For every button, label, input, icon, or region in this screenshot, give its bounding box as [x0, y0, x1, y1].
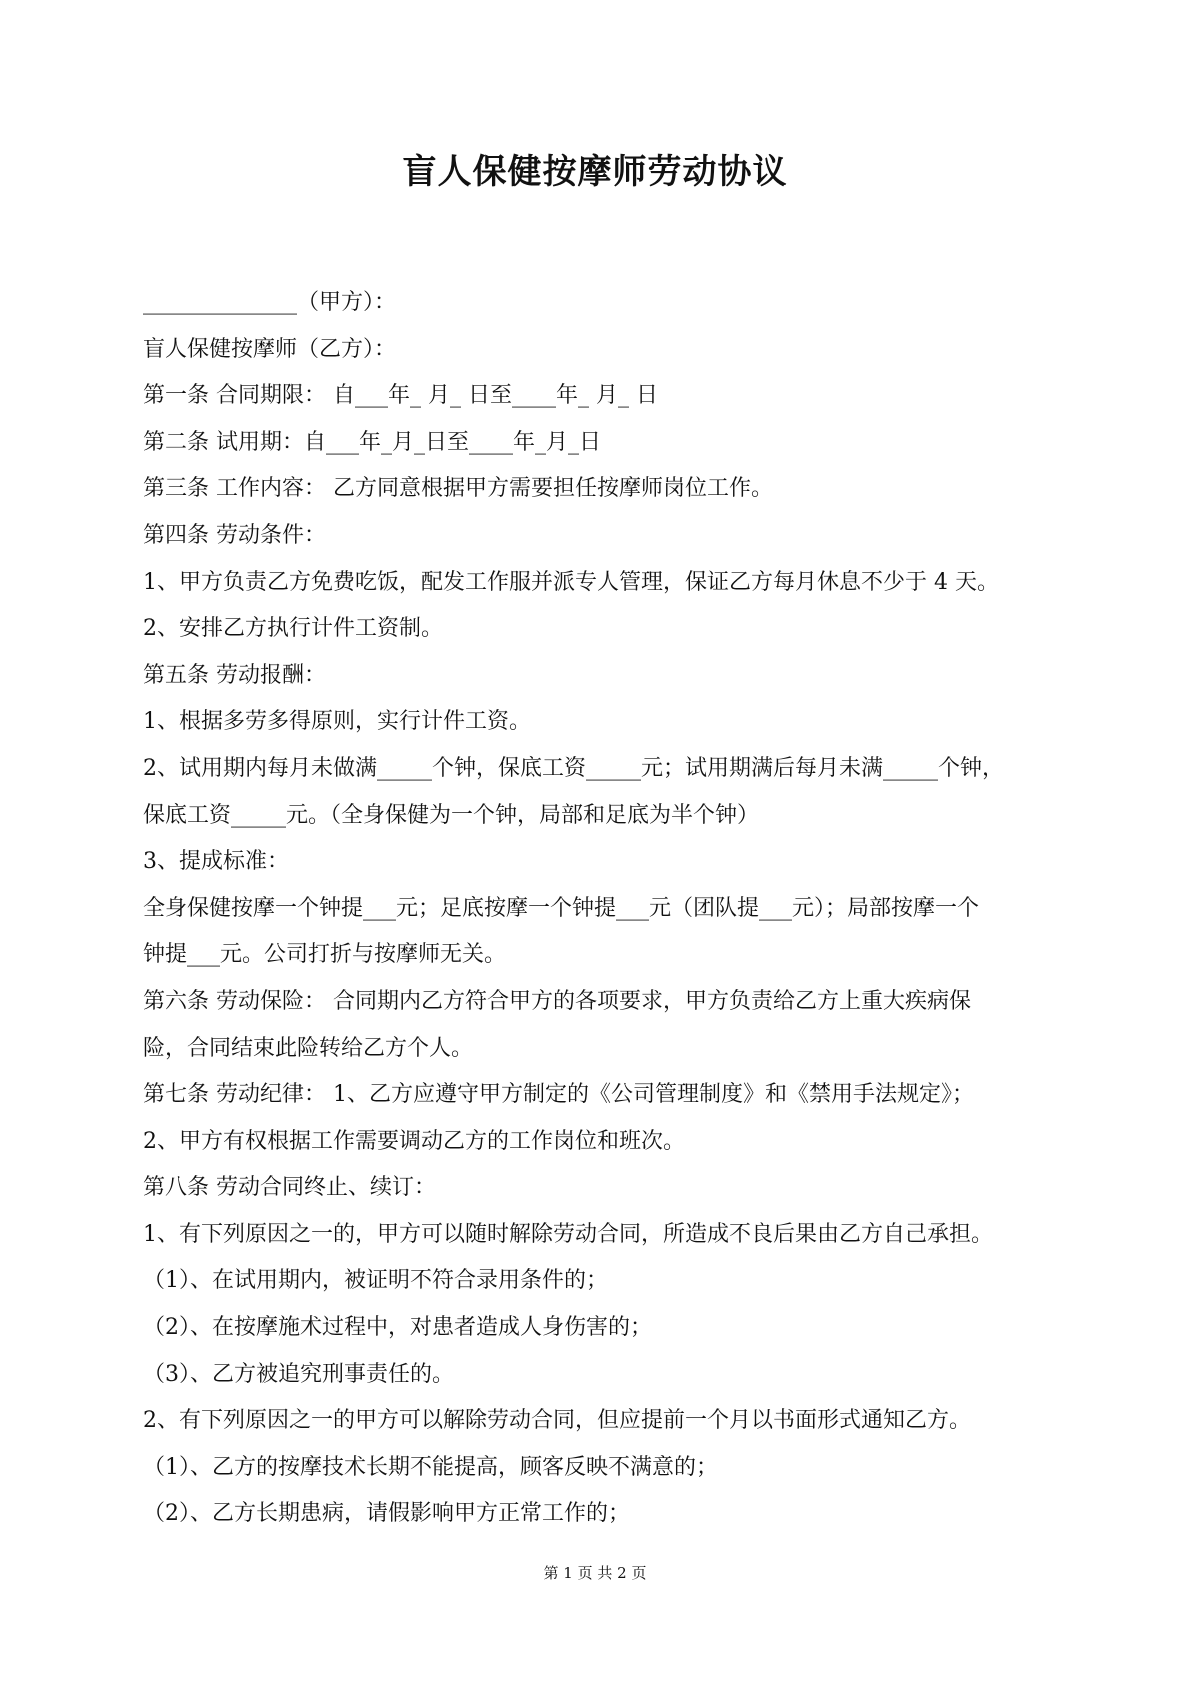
article-2-probation: 第二条 试用期：自___年_月_日至____年_月_日 — [143, 429, 601, 455]
document-title: 盲人保健按摩师劳动协议 — [402, 152, 788, 192]
article-1-term: 第一条 合同期限： 自___年_ 月_ 日至____年_ 月_ 日 — [143, 383, 658, 409]
document-body — [143, 280, 1063, 1538]
article-5-item-3: 3、提成标准： — [143, 849, 289, 875]
article-8-item-2: 2、有下列原因之一的甲方可以解除劳动合同，但应提前一个月以书面形式通知乙方。 — [143, 1408, 971, 1434]
article-7-item-2: 2、甲方有权根据工作需要调动乙方的工作岗位和班次。 — [143, 1128, 685, 1154]
article-5-item-1: 1、根据多劳多得原则，实行计件工资。 — [143, 709, 531, 735]
article-4-heading: 第四条 劳动条件： — [143, 522, 326, 548]
article-5-heading: 第五条 劳动报酬： — [143, 662, 326, 688]
party-b-line: 盲人保健按摩师（乙方）： — [143, 336, 397, 362]
article-7-discipline: 第七条 劳动纪律： 1、乙方应遵守甲方制定的《公司管理制度》和《禁用手法规定》； — [143, 1082, 974, 1108]
article-5-item-2-cont: 保底工资_____元。（全身保健为一个钟，局部和足底为半个钟） — [143, 802, 760, 828]
article-8-item-1: 1、有下列原因之一的，甲方可以随时解除劳动合同，所造成不良后果由乙方自己承担。 — [143, 1221, 993, 1247]
page-number-footer: 第 1 页 共 2 页 — [543, 1564, 647, 1582]
article-8-heading: 第八条 劳动合同终止、续订： — [143, 1175, 436, 1201]
article-8-item-1-sub-2: （2）、在按摩施术过程中，对患者造成人身伤害的； — [143, 1315, 652, 1341]
article-8-item-1-sub-1: （1）、在试用期内，被证明不符合录用条件的； — [143, 1268, 608, 1294]
article-4-item-1: 1、甲方负责乙方免费吃饭，配发工作服并派专人管理，保证乙方每月休息不少于 4 天。 — [143, 569, 999, 595]
article-3-work-content: 第三条 工作内容： 乙方同意根据甲方需要担任按摩师岗位工作。 — [143, 476, 773, 502]
article-5-item-2: 2、试用期内每月未做满_____个钟，保底工资_____元；试用期满后每月未满_____个钟， — [143, 755, 1004, 781]
article-4-item-2: 2、安排乙方执行计件工资制。 — [143, 616, 443, 642]
article-8-item-1-sub-3: （3）、乙方被追究刑事责任的。 — [143, 1361, 454, 1387]
article-6-insurance: 第六条 劳动保险： 合同期内乙方符合甲方的各项要求，甲方负责给乙方上重大疾病保 — [143, 988, 971, 1014]
article-5-commission-cont: 钟提___元。公司打折与按摩师无关。 — [143, 942, 507, 968]
article-8-item-2-sub-2: （2）、乙方长期患病，请假影响甲方正常工作的； — [143, 1501, 630, 1527]
article-5-commission: 全身保健按摩一个钟提___元；足底按摩一个钟提___元（团队提___元）；局部按摩一个 — [143, 895, 980, 921]
article-6-insurance-cont: 险，合同结束此险转给乙方个人。 — [143, 1035, 474, 1061]
party-a-line: ______________（甲方）： — [143, 290, 397, 315]
article-8-item-2-sub-1: （1）、乙方的按摩技术长期不能提高，顾客反映不满意的； — [143, 1454, 718, 1480]
